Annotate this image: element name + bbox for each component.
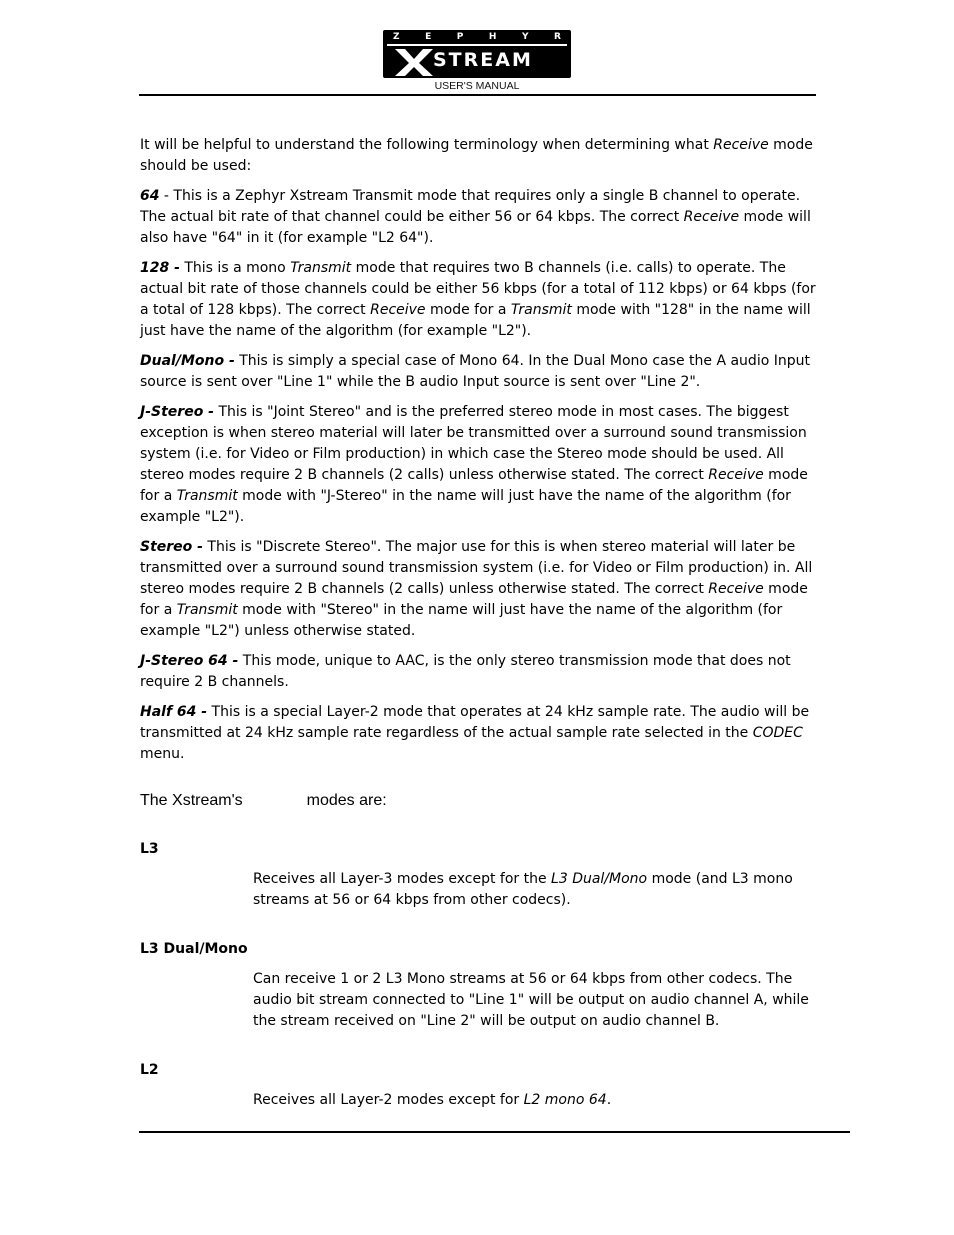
logo-letter: Y [521,32,529,42]
term-label: 64 [140,188,160,204]
term-64: 64 - This is a Zephyr Xstream Transmit mode that requires only a single B channel to operate. The actual bit rate of that channel could be either 56 or 64 kbps. The correct Receive mode will also have "64" in it (for example "L2 64"). [140,188,811,246]
term-j-stereo: J-Stereo - This is "Joint Stereo" and is the preferred stereo mode in most cases. The biggest exception is when stereo material will later be transmitted over a surround sound transmission system (i.e. for Video or Film production) in which case the Stereo mode should be used. All stereo modes require 2 B channels (2 calls) unless otherwise stated. The correct Receive mode for a Transmit mode with "J-Stereo" in the name will just have the name of the algorithm (for example "L2"). [140,404,808,525]
term-label: Stereo - [140,539,203,555]
term-label: 128 - [140,260,180,276]
logo-letter: Z [393,32,400,42]
header-subtitle: USER'S MANUAL [434,80,520,92]
logo-stream-text: STREAM [433,49,533,71]
footer-rule [139,1131,850,1133]
term-label: Half 64 - [140,704,208,720]
term-128: 128 - This is a mono Transmit mode that requires two B channels (i.e. calls) to operate. The actual bit rate of those channels could be either 56 kbps (for a total of 112 kbps) or 64 kbps (for a total of 128 kbps). The correct Receive mode for a Transmit mode with "128" in the name will just have the name of the algorithm (for example "L2"). [140,260,816,339]
logo-letter: R [554,32,561,42]
modes-heading: The Xstream's modes are: [140,792,387,809]
logo-brand-letters [383,30,571,44]
header-rule [139,94,816,96]
term-stereo: Stereo - This is "Discrete Stereo". The major use for this is when stereo material will later be transmitted over a surround sound transmission system (i.e. for Video or Film production) in. All stereo modes require 2 B channels (2 calls) unless otherwise stated. The correct Receive mode for a Transmit mode with "Stereo" in the name will just have the name of the algorithm (for example "L2") unless otherwise stated. [140,539,813,639]
term-j-stereo-64: J-Stereo 64 - This mode, unique to AAC, is the only stereo transmission mode that does not require 2 B channels. [140,653,791,690]
mode-title-l3-dual-mono: L3 Dual/Mono [140,941,248,957]
term-label: J-Stereo - [140,404,214,420]
mode-desc-l3-dual-mono: Can receive 1 or 2 L3 Mono streams at 56 or 64 kbps from other codecs. The audio bit stream connected to "Line 1" will be output on audio channel A, while the stream received on "Line 2" will be output on audio channel B. [253,971,809,1029]
zephyr-xstream-logo [383,30,571,78]
term-label: Dual/Mono - [140,353,235,369]
term-half-64: Half 64 - This is a special Layer-2 mode that operates at 24 kHz sample rate. The audio will be transmitted at 24 kHz sample rate regardless of the actual sample rate selected in the CODEC menu. [140,704,810,762]
mode-title-l3: L3 [140,841,159,857]
mode-desc-l3: Receives all Layer-3 modes except for the L3 Dual/Mono mode (and L3 mono streams at 56 or 64 kbps from other codecs). [253,871,793,908]
logo-x-mark-icon [393,45,435,79]
logo-letter: P [456,32,464,42]
logo-letter: E [425,32,432,42]
logo-letter: H [488,32,497,42]
page-content [140,135,818,1111]
mode-desc-l2: Receives all Layer-2 modes except for L2 mono 64. [253,1092,612,1108]
intro-paragraph: It will be helpful to understand the following terminology when determining what Receive mode should be used: [140,137,813,174]
mode-title-l2: L2 [140,1062,159,1078]
term-dual-mono: Dual/Mono - This is simply a special case of Mono 64. In the Dual Mono case the A audio Input source is sent over "Line 1" while the B audio Input source is sent over "Line 2". [140,353,810,390]
term-label: J-Stereo 64 - [140,653,239,669]
